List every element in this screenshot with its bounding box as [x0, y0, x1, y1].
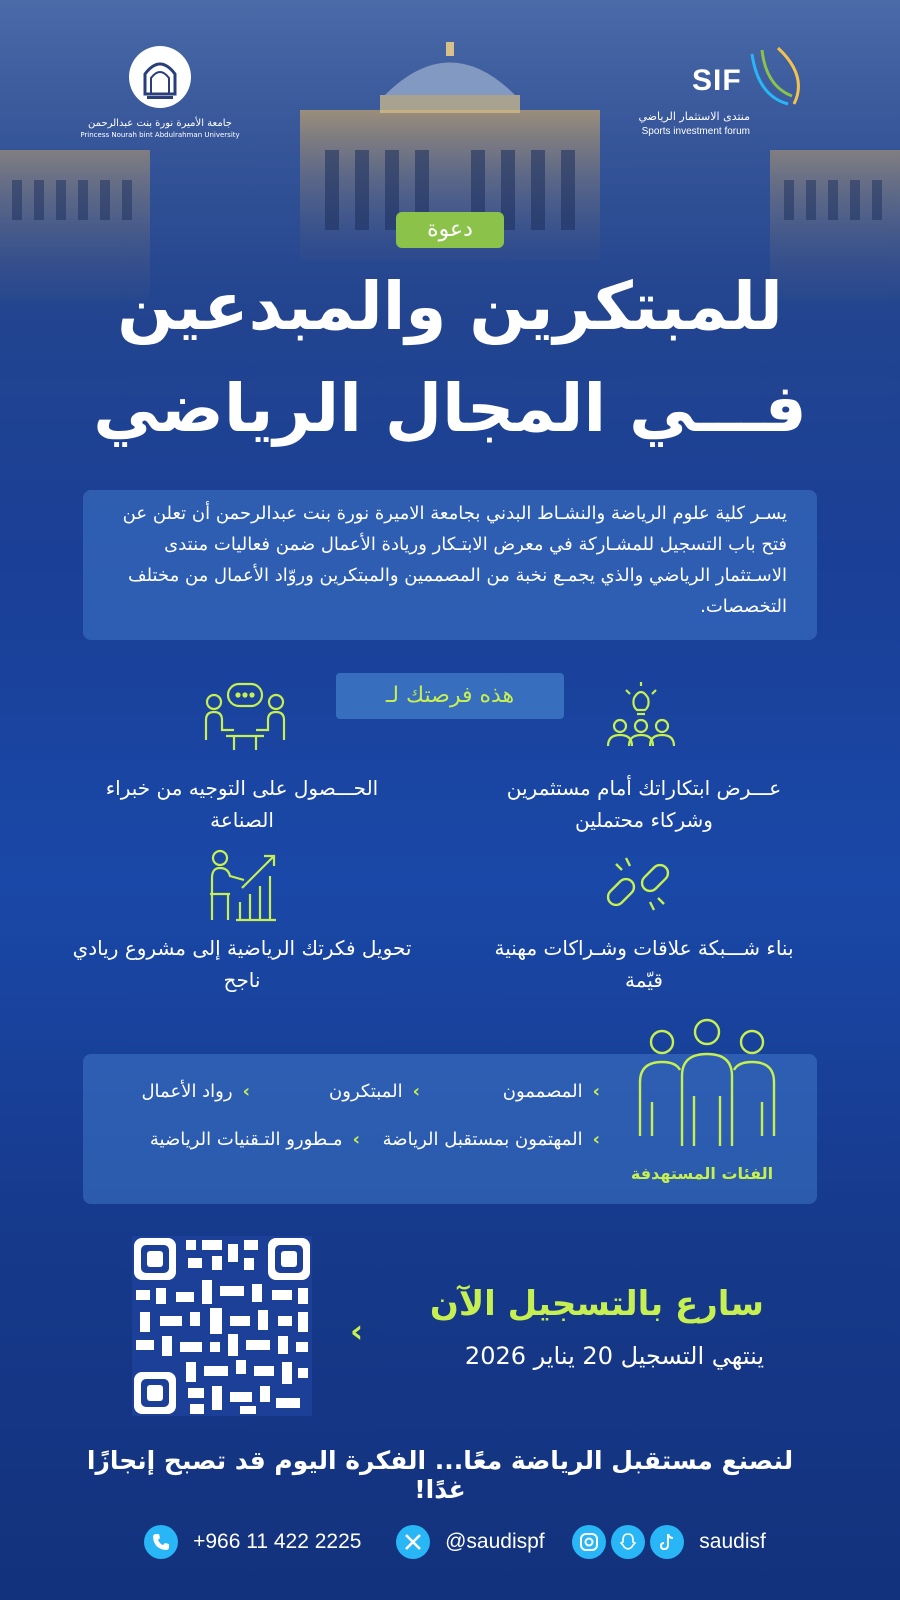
target-item-label: المصممون [502, 1081, 583, 1102]
target-item-entrepreneurs [90, 1078, 250, 1105]
chevron-icon: › [592, 1129, 600, 1150]
forum-name-ar: منتدى الاستثمار الرياضي [638, 110, 750, 123]
chevron-icon: › [352, 1129, 360, 1150]
x-contact[interactable] [396, 1525, 545, 1563]
target-item-innovators [260, 1078, 420, 1105]
instagram-icon [572, 1525, 606, 1559]
tiktok-icon [650, 1525, 684, 1559]
target-item-designers [440, 1078, 600, 1105]
presentation-growth-icon [200, 848, 290, 928]
university-name-en: Princess Nourah bint Abdulrahman University [80, 131, 240, 139]
broken-chain-link-icon [596, 848, 686, 928]
x-handle: @saudispf [445, 1530, 545, 1553]
phone-icon [144, 1525, 178, 1559]
university-name-ar: جامعة الأميرة نورة بنت عبدالرحمن [88, 118, 232, 129]
register-now-heading: سارع بالتسجيل الآن [429, 1284, 764, 1324]
phone-number: +966 11 422 2225 [193, 1530, 362, 1553]
chance-label: هذه فرصتك لـ [336, 673, 564, 719]
benefit-networking: بناء شـــبكة علاقات وشـراكات مهنية قيّمة [494, 936, 794, 992]
university-seal-icon [127, 44, 193, 110]
target-item-label: رواد الأعمال [141, 1081, 233, 1102]
forum-abbr: SIF [692, 64, 742, 97]
social-handle: saudisf [699, 1530, 766, 1553]
registration-deadline: ينتهي التسجيل 20 يناير 2026 [464, 1342, 764, 1370]
benefit-showcase: عـــرض ابتكاراتك أمام مستثمرين وشركاء محتملين [506, 776, 782, 832]
target-audience-label: الفئات المستهدفة [630, 1164, 774, 1183]
intro-paragraph: يسـر كلية علوم الرياضة والنشـاط البدني بجامعة الاميرة نورة بنت عبدالرحمن أن تعلن عن فتح باب التسجيل للمشـاركة في معرض الابتـكار وريادة الأعمال ضمن فعاليات منتدى الاسـتثمار الرياضي والذي يجمـع نخبة من المصممين والمبتكرين وروّاد الأعمال من مختلف التخصصات. [83, 490, 817, 640]
target-item-label: المهتمون بمستقبل الرياضة [382, 1129, 583, 1150]
benefit-mentoring: الحـــصول على التوجيه من خبراء الصناعة [105, 776, 379, 832]
university-logo [80, 44, 240, 139]
target-item-sport-future [380, 1126, 600, 1153]
social-contact[interactable] [572, 1525, 766, 1563]
chevron-icon: › [242, 1081, 250, 1102]
chevron-left-icon: ‹ [350, 1312, 364, 1350]
target-item-sport-tech [140, 1126, 360, 1153]
benefit-startup: تحويل فكرتك الرياضية إلى مشروع ريادي ناجح [72, 936, 412, 992]
snapchat-icon [611, 1525, 645, 1559]
audience-group-icon [632, 1016, 782, 1156]
phone-contact[interactable] [144, 1525, 361, 1563]
forum-swoosh-icon [748, 46, 808, 110]
invitation-badge: دعوة [396, 212, 504, 248]
target-item-label: المبتكرون [329, 1081, 403, 1102]
ideas-team-icon [596, 680, 686, 760]
x-logo-icon [396, 1525, 430, 1559]
mentoring-icon [200, 680, 290, 760]
forum-name-en: Sports investment forum [641, 126, 750, 137]
closing-slogan: لنصنع مستقبل الرياضة معًا... الفكرة اليوم قد تصبح إنجازًا غدًا! [86, 1446, 794, 1504]
target-item-label: مـطورو التـقنيات الرياضية [149, 1129, 343, 1150]
registration-qr-code[interactable] [132, 1236, 312, 1416]
page-title-line-2: فـــي المجال الرياضي [93, 370, 807, 447]
chevron-icon: › [412, 1081, 420, 1102]
chevron-icon: › [592, 1081, 600, 1102]
page-title-line-1: للمبتكرين والمبدعين [117, 268, 783, 345]
